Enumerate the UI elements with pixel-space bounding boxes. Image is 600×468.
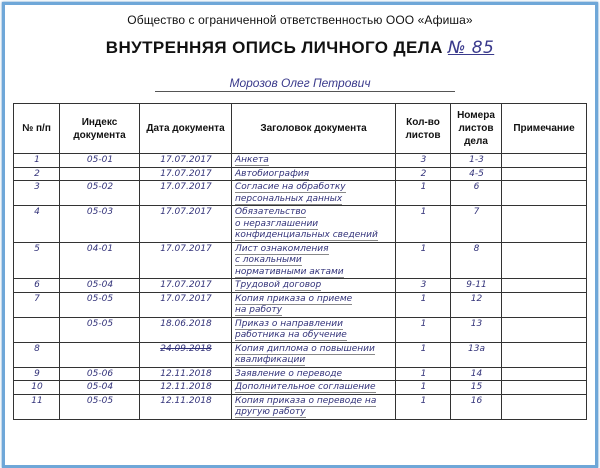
table-row [14,279,587,293]
row-pages-cell: 12 [451,292,502,317]
title-line: нормативными актами [235,266,344,277]
header-title: Заголовок документа [232,104,396,154]
row-index-cell: 04-01 [60,242,140,279]
title-line: Трудовой договор [235,280,322,290]
title-line: Копия приказа о приеме [235,293,353,304]
case-number: № 85 [447,38,495,58]
table-row [14,181,587,206]
table-row [14,167,587,181]
title-line: Лист ознакомления [235,243,329,254]
row-date-cell: 24.09.2018 [140,342,232,367]
row-index-cell [60,167,140,181]
row-pages-cell: 14 [451,367,502,381]
row-num-cell: 10 [14,381,60,395]
row-num-cell: 3 [14,181,60,206]
row-note-cell [502,292,587,317]
row-sheets-cell: 1 [396,181,451,206]
title-line: работника на обучение [235,330,347,340]
row-num-cell: 1 [14,154,60,168]
table-row [14,342,587,367]
table-row [14,242,587,279]
row-note-cell [502,242,587,279]
row-sheets-cell: 1 [396,381,451,395]
row-pages-cell: 13 [451,317,502,342]
row-date-cell: 17.07.2017 [140,206,232,243]
row-num-cell: 5 [14,242,60,279]
title-line: другую работу [235,407,306,417]
row-sheets-cell: 1 [396,206,451,243]
table-row [14,394,587,419]
header-num: № п/п [14,104,60,154]
title-line: Автобиография [235,168,310,179]
row-date-cell: 17.07.2017 [140,242,232,279]
row-sheets-cell: 1 [396,242,451,279]
row-note-cell [502,181,587,206]
header-sheets: Кол-во листов [396,104,451,154]
row-sheets-cell: 1 [396,292,451,317]
row-pages-cell: 7 [451,206,502,243]
row-note-cell [502,154,587,168]
row-date-cell: 17.07.2017 [140,292,232,317]
row-title-cell [232,242,396,279]
row-num-cell: 2 [14,167,60,181]
row-date-cell: 17.07.2017 [140,167,232,181]
row-pages-cell: 16 [451,394,502,419]
header-date: Дата документа [140,104,232,154]
title-line: Копия приказа о переводе на [235,395,377,406]
row-note-cell [502,317,587,342]
name-underline [155,91,455,92]
row-index-cell: 05-05 [60,394,140,419]
table-row [14,367,587,381]
title-line: Заявление о переводе [235,368,343,379]
row-index-cell: 05-04 [60,279,140,293]
row-sheets-cell: 1 [396,317,451,342]
row-date-cell: 17.07.2017 [140,181,232,206]
row-date-cell: 17.07.2017 [140,154,232,168]
title-line: о неразглашении [235,218,319,229]
row-sheets-cell: 2 [396,167,451,181]
row-note-cell [502,394,587,419]
row-pages-cell: 8 [451,242,502,279]
table-header-row [14,104,587,154]
row-date-cell: 12.11.2018 [140,381,232,395]
row-index-cell [60,342,140,367]
title-line: Согласие на обработку [235,182,346,192]
title-line: Копия диплома о повышении [235,343,375,354]
title-line: Обязательство [235,207,307,217]
row-title-cell [232,167,396,181]
row-index-cell: 05-02 [60,181,140,206]
row-pages-cell: 13а [451,342,502,367]
document-frame [2,2,598,468]
row-pages-cell: 6 [451,181,502,206]
table-row [14,292,587,317]
row-index-cell: 05-04 [60,381,140,395]
row-title-cell [232,342,396,367]
title-line: Анкета [235,155,269,165]
row-date-cell: 12.11.2018 [140,367,232,381]
table-row [14,317,587,342]
page-title [5,38,595,58]
inventory-table [13,103,587,420]
row-title-cell [232,317,396,342]
title-line: Дополнительное соглашение [235,382,376,392]
row-date-cell: 17.07.2017 [140,279,232,293]
row-date-cell: 18.06.2018 [140,317,232,342]
row-num-cell: 4 [14,206,60,243]
row-date-cell: 12.11.2018 [140,394,232,419]
row-note-cell [502,167,587,181]
row-note-cell [502,381,587,395]
row-note-cell [502,279,587,293]
row-title-cell [232,381,396,395]
row-note-cell [502,367,587,381]
row-num-cell [14,317,60,342]
row-title-cell [232,279,396,293]
row-num-cell: 6 [14,279,60,293]
header-note: Примечание [502,104,587,154]
row-title-cell [232,154,396,168]
row-title-cell [232,292,396,317]
row-pages-cell: 1-3 [451,154,502,168]
title-line: Приказ о направлении [235,318,343,329]
row-num-cell: 7 [14,292,60,317]
header-index: Индекс документа [60,104,140,154]
title-text: ВНУТРЕННЯЯ ОПИСЬ ЛИЧНОГО ДЕЛА [105,38,443,57]
row-num-cell: 9 [14,367,60,381]
row-note-cell [502,206,587,243]
organization-name: Общество с ограниченной ответственностью ООО «Афиша» [127,13,473,27]
table-body [14,154,587,420]
row-index-cell: 05-06 [60,367,140,381]
row-index-cell: 05-03 [60,206,140,243]
row-title-cell [232,206,396,243]
row-index-cell: 05-05 [60,317,140,342]
row-title-cell [232,394,396,419]
row-sheets-cell: 1 [396,367,451,381]
header-pages: Номера листов дела [451,104,502,154]
table-row [14,154,587,168]
title-line: на работу [235,305,283,315]
row-index-cell: 05-05 [60,292,140,317]
table-row [14,381,587,395]
row-index-cell: 05-01 [60,154,140,168]
row-note-cell [502,342,587,367]
title-line: конфиденциальных сведений [235,230,378,240]
title-line: квалификации [235,355,306,365]
row-pages-cell: 15 [451,381,502,395]
row-sheets-cell: 1 [396,342,451,367]
row-num-cell: 11 [14,394,60,419]
title-line: с локальными [235,255,302,265]
row-sheets-cell: 1 [396,394,451,419]
employee-name: Морозов Олег Петрович [229,76,371,90]
row-num-cell: 8 [14,342,60,367]
table-row [14,206,587,243]
row-pages-cell: 9-11 [451,279,502,293]
title-line: персональных данных [235,193,343,204]
row-sheets-cell: 3 [396,279,451,293]
row-title-cell [232,181,396,206]
row-title-cell [232,367,396,381]
row-pages-cell: 4-5 [451,167,502,181]
row-sheets-cell: 3 [396,154,451,168]
